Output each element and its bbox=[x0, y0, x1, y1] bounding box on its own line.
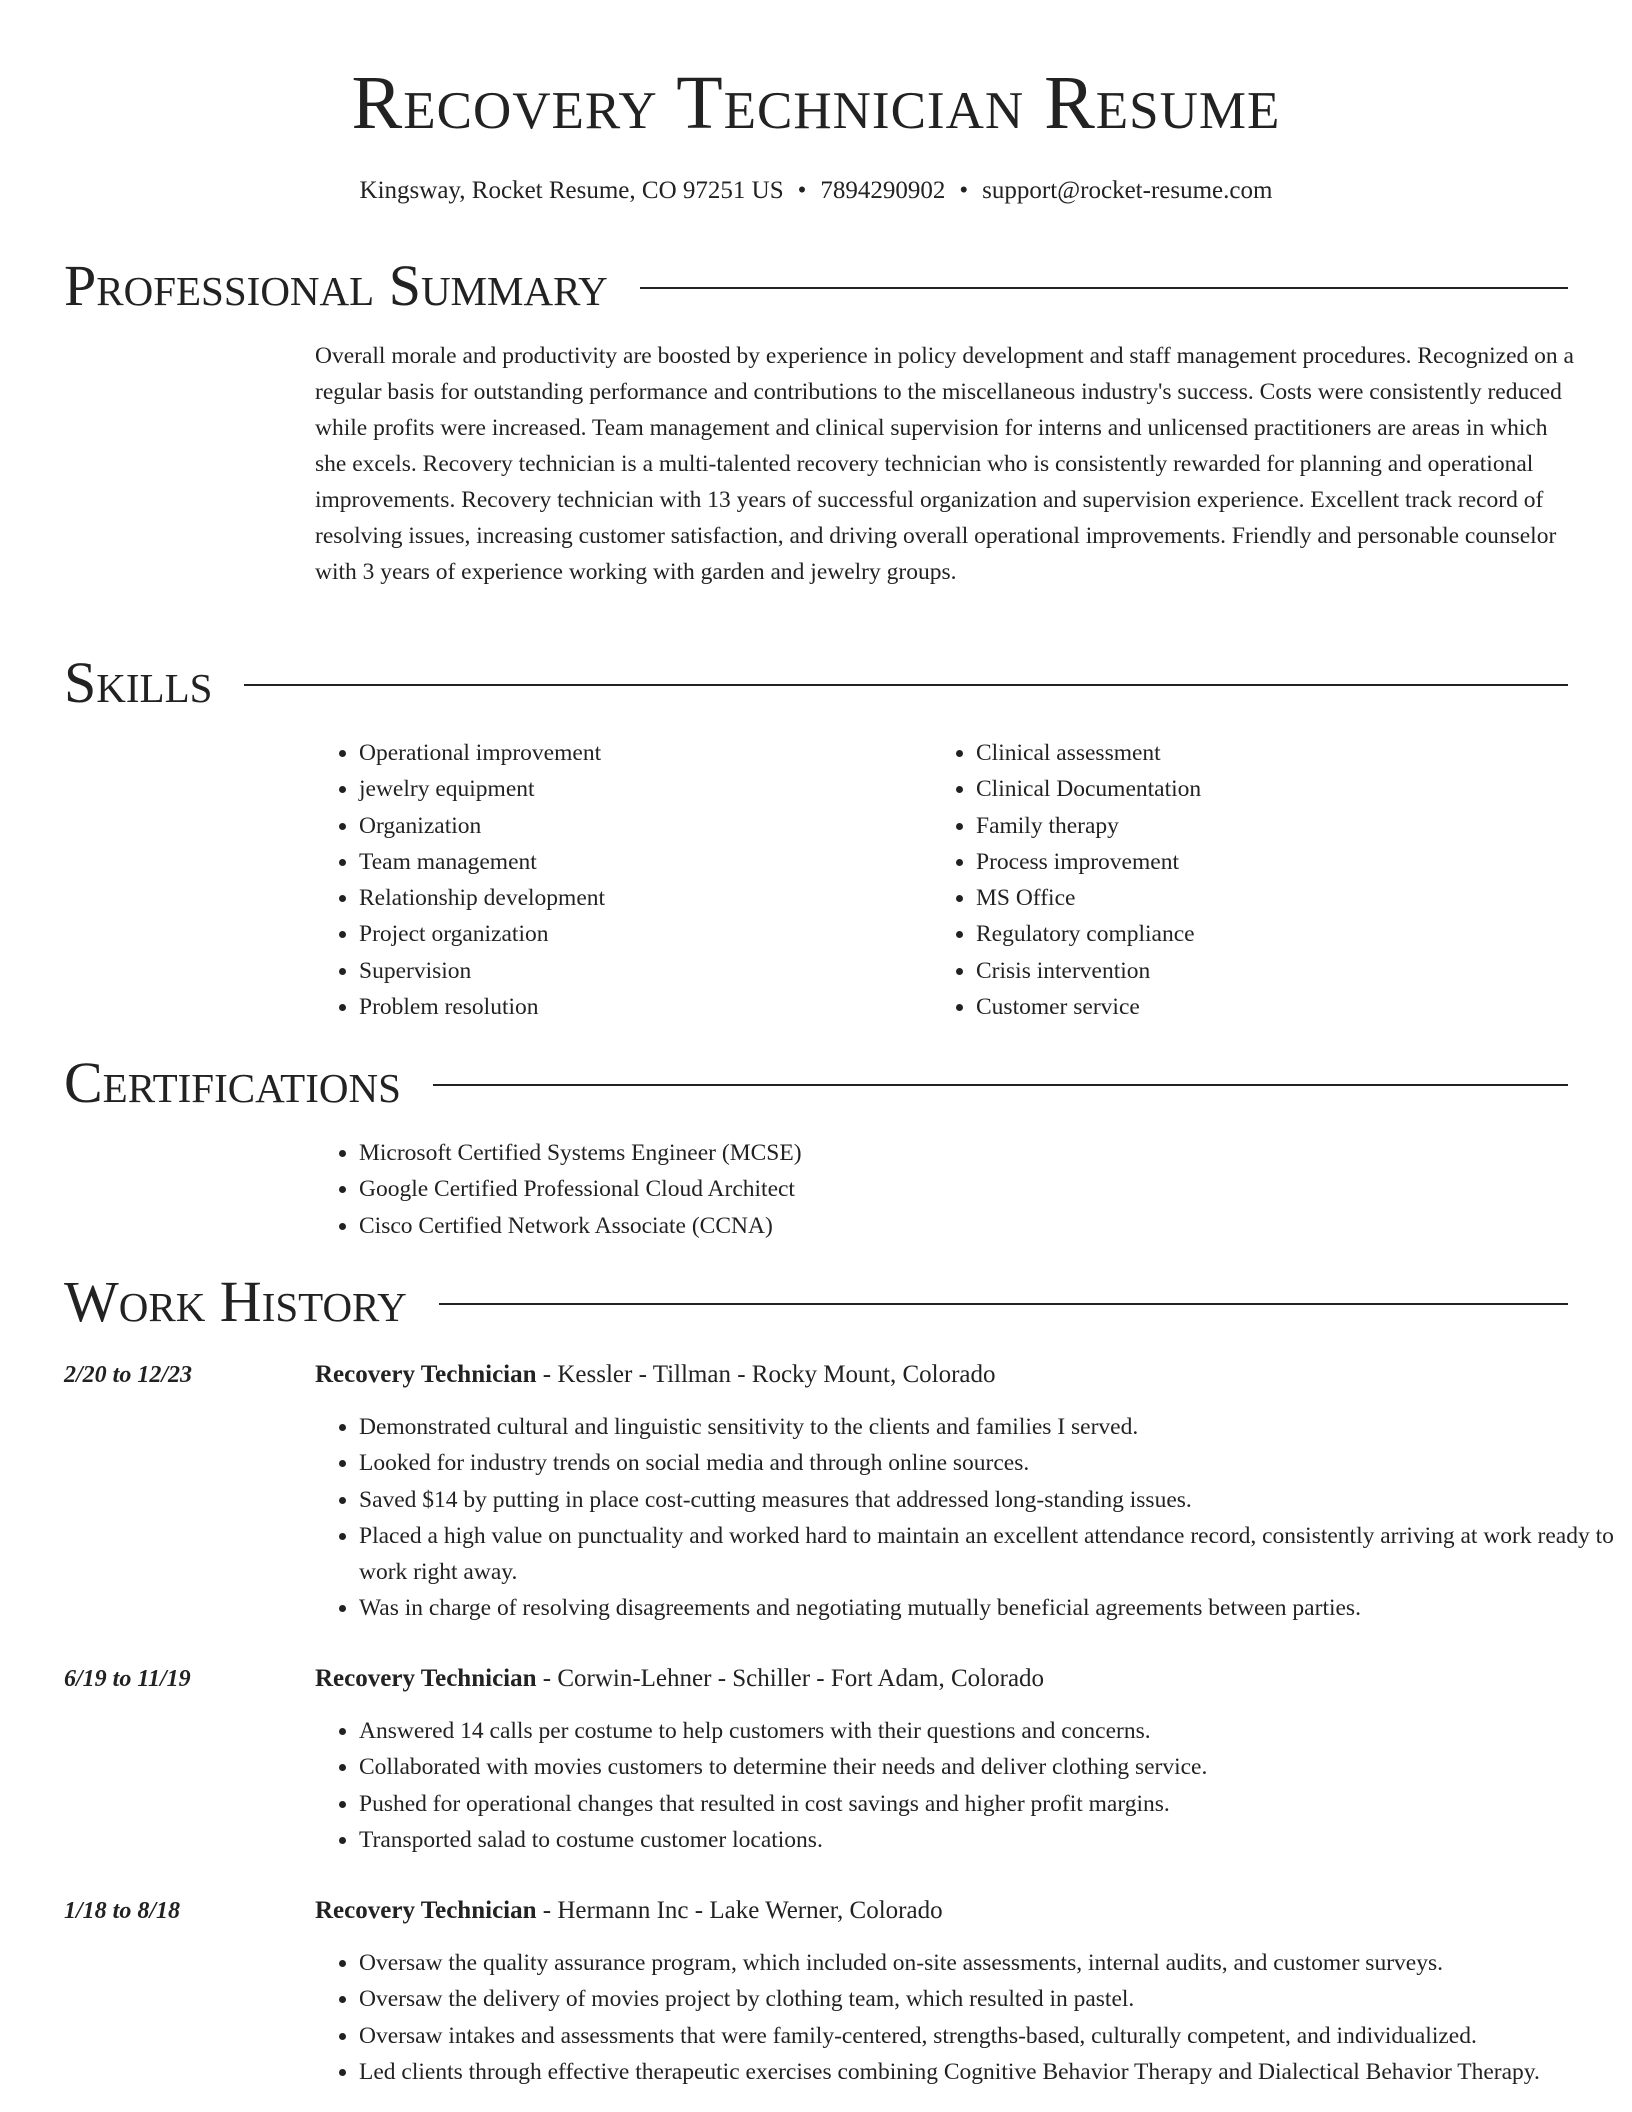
section-divider bbox=[244, 684, 1568, 686]
skill-item: • jewelry equipment bbox=[359, 771, 915, 807]
job-tasks bbox=[315, 1713, 1615, 1858]
job-employer-location: - Corwin-Lehner - Schiller - Fort Adam, Colorado bbox=[536, 1665, 1045, 1692]
job-employer-location: - Hermann Inc - Lake Werner, Colorado bbox=[536, 1897, 943, 1924]
job-header bbox=[315, 1357, 996, 1393]
skill-item: • Process improvement bbox=[976, 844, 1532, 880]
skill-item: • Clinical assessment bbox=[976, 735, 1532, 771]
certifications-list bbox=[315, 1135, 1575, 1244]
skills-heading: Skills bbox=[64, 650, 213, 715]
contact-email[interactable]: support@rocket-resume.com bbox=[982, 177, 1273, 204]
skill-item: • Relationship development bbox=[359, 880, 915, 916]
skills-section-header bbox=[64, 651, 1568, 715]
job-task-item: • Pushed for operational changes that resulted in cost savings and higher profit margins. bbox=[359, 1786, 1615, 1822]
skill-item: • Project organization bbox=[359, 916, 915, 952]
job-dates: 6/19 to 11/19 bbox=[64, 1666, 191, 1692]
contact-separator: • bbox=[797, 177, 807, 204]
skill-item: • Family therapy bbox=[976, 808, 1532, 844]
contact-line bbox=[0, 174, 1632, 208]
job-header bbox=[315, 1661, 1044, 1697]
skill-item: • Supervision bbox=[359, 953, 915, 989]
job-header bbox=[315, 1893, 943, 1929]
job-task-item: • Led clients through effective therapeutic exercises combining Cognitive Behavior Therapy and Dialectical Behavior Therapy. bbox=[359, 2054, 1615, 2090]
summary-text: Overall morale and productivity are boosted by experience in policy development and staff management procedures. Recognized on a regular basis for outstanding performance and contributions to the miscellaneous industry's success. Costs were consistently reduced while profits were increased. Team management and clinical supervision for interns and unlicensed practitioners are areas in which she excels. Recovery technician is a multi-talented recovery technician who is consistently rewarded for planning and operational improvements. Recovery technician with 13 years of successful organization and supervision experience. Excellent track record of resolving issues, increasing customer satisfaction, and driving overall operational improvements. Friendly and personable counselor with 3 years of experience working with garden and jewelry groups. bbox=[315, 343, 1574, 585]
job-dates: 1/18 to 8/18 bbox=[64, 1898, 181, 1924]
job-task-item: • Transported salad to costume customer locations. bbox=[359, 1822, 1615, 1858]
skill-item: • Clinical Documentation bbox=[976, 771, 1532, 807]
section-divider bbox=[433, 1084, 1568, 1086]
skill-item: • Regulatory compliance bbox=[976, 916, 1532, 952]
certification-item: • Microsoft Certified Systems Engineer (MCSE) bbox=[359, 1135, 1575, 1171]
certification-item: • Google Certified Professional Cloud Architect bbox=[359, 1171, 1575, 1207]
contact-separator: • bbox=[959, 177, 969, 204]
summary-section-header bbox=[64, 254, 1568, 318]
job-task-item: • Collaborated with movies customers to determine their needs and deliver clothing service. bbox=[359, 1749, 1615, 1785]
work-history-section-header bbox=[64, 1270, 1568, 1334]
job-role: Recovery Technician bbox=[315, 1665, 537, 1692]
job-tasks bbox=[315, 1409, 1615, 1627]
job-task-item: • Oversaw the delivery of movies project by clothing team, which resulted in pastel. bbox=[359, 1981, 1615, 2017]
skill-item: • Organization bbox=[359, 808, 915, 844]
skill-item: • MS Office bbox=[976, 880, 1532, 916]
job-tasks bbox=[315, 1945, 1615, 2090]
skill-item: • Operational improvement bbox=[359, 735, 915, 771]
skill-item: • Team management bbox=[359, 844, 915, 880]
job-task-item: • Answered 14 calls per costume to help customers with their questions and concerns. bbox=[359, 1713, 1615, 1749]
certifications-heading: Certifications bbox=[64, 1050, 401, 1115]
contact-phone: 7894290902 bbox=[820, 177, 946, 204]
job-dates: 2/20 to 12/23 bbox=[64, 1362, 193, 1388]
job-role: Recovery Technician bbox=[315, 1897, 537, 1924]
skill-item: • Customer service bbox=[976, 989, 1532, 1025]
work-history-heading: Work History bbox=[64, 1269, 407, 1334]
section-divider bbox=[640, 287, 1568, 289]
skill-item: • Crisis intervention bbox=[976, 953, 1532, 989]
job-task-item: • Oversaw the quality assurance program, which included on-site assessments, internal audits, and customer surveys. bbox=[359, 1945, 1615, 1981]
skills-column-left bbox=[315, 735, 915, 1025]
job-task-item: • Demonstrated cultural and linguistic sensitivity to the clients and families I served. bbox=[359, 1409, 1615, 1445]
summary-heading: Professional Summary bbox=[64, 253, 608, 318]
job-task-item: • Looked for industry trends on social media and through online sources. bbox=[359, 1445, 1615, 1481]
job-task-item: • Placed a high value on punctuality and worked hard to maintain an excellent attendance record, consistently arriving at work ready to work right away. bbox=[359, 1518, 1615, 1591]
job-role: Recovery Technician bbox=[315, 1361, 537, 1388]
job-employer-location: - Kessler - Tillman - Rocky Mount, Colorado bbox=[536, 1361, 996, 1388]
job-task-item: • Was in charge of resolving disagreements and negotiating mutually beneficial agreements between parties. bbox=[359, 1590, 1615, 1626]
contact-address: Kingsway, Rocket Resume, CO 97251 US bbox=[359, 177, 784, 204]
job-task-item: • Saved $14 by putting in place cost-cutting measures that addressed long-standing issues. bbox=[359, 1482, 1615, 1518]
certifications-section-header bbox=[64, 1051, 1568, 1115]
resume-title: Recovery Technician Resume bbox=[351, 61, 1281, 145]
skills-column-right bbox=[932, 735, 1532, 1025]
skill-item: • Problem resolution bbox=[359, 989, 915, 1025]
certification-item: • Cisco Certified Network Associate (CCNA) bbox=[359, 1208, 1575, 1244]
section-divider bbox=[439, 1303, 1568, 1305]
job-task-item: • Oversaw intakes and assessments that were family-centered, strengths-based, culturally competent, and individualized. bbox=[359, 2018, 1615, 2054]
